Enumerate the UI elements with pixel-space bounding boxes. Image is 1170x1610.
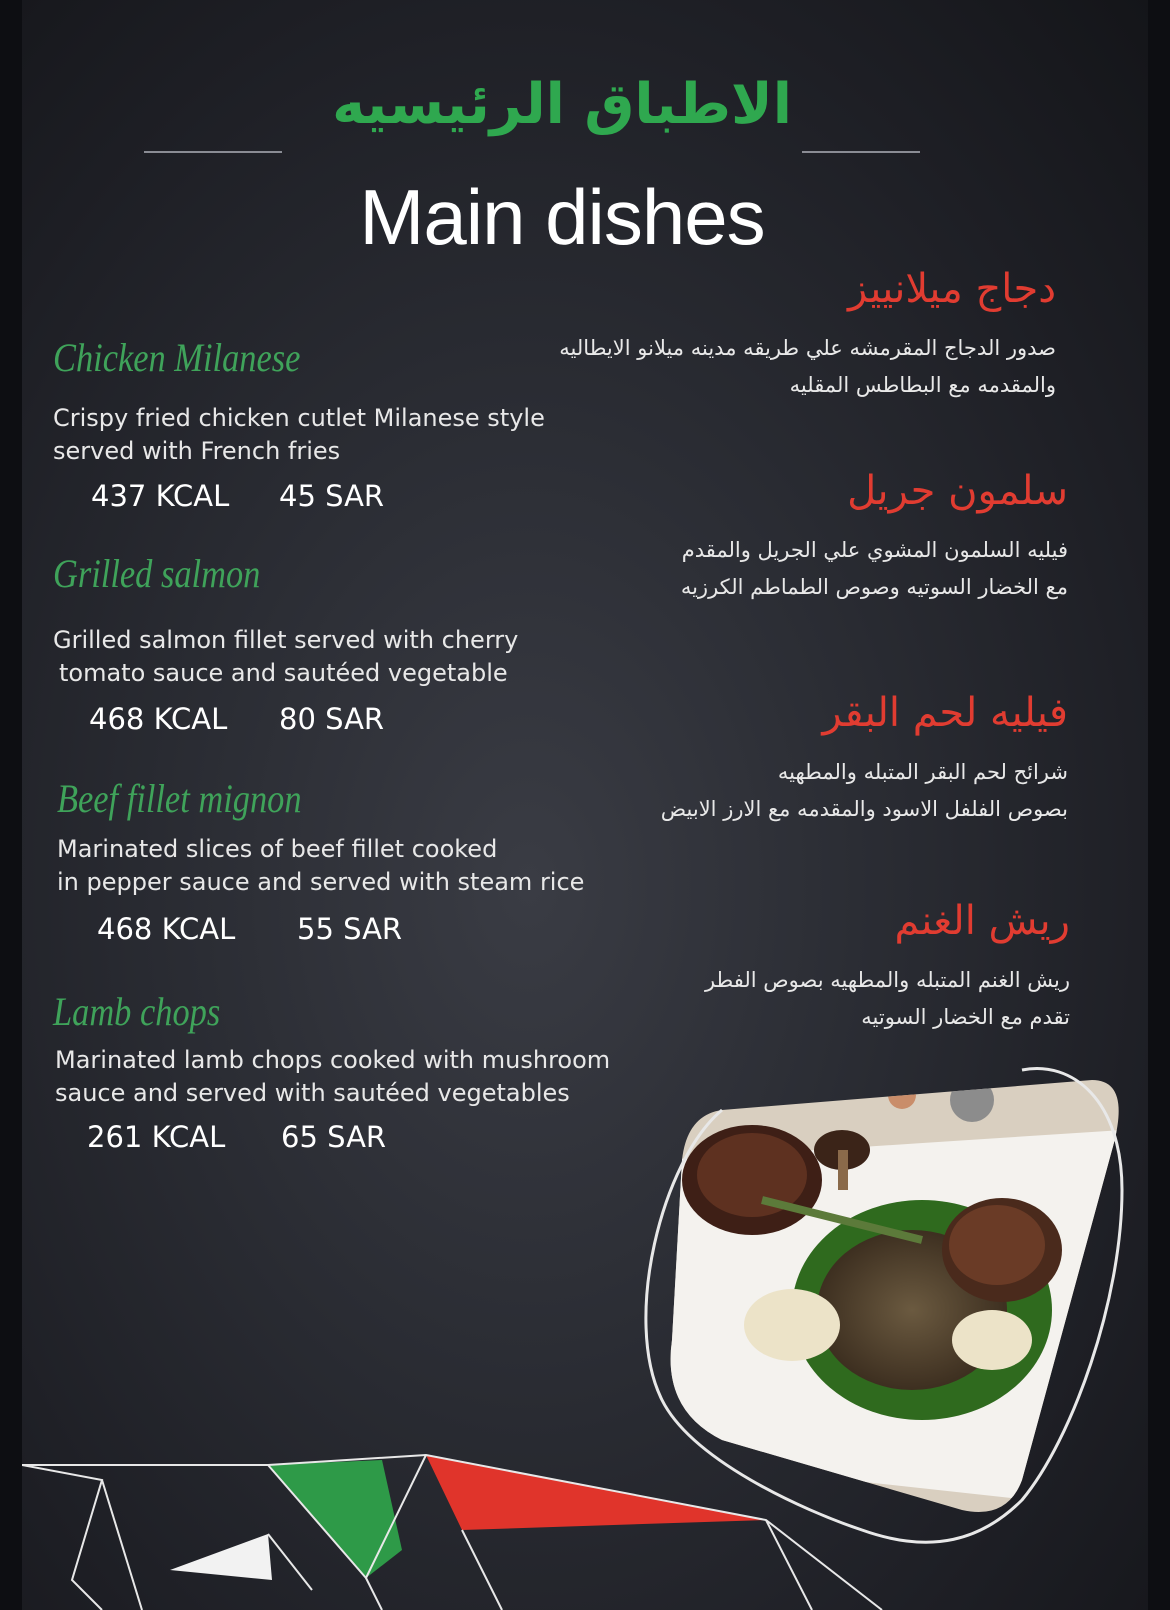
description-line: Marinated lamb chops cooked with mushroom	[55, 1046, 611, 1074]
title-rule-left	[144, 151, 282, 153]
title-arabic: الاطباق الرئيسيه	[332, 72, 792, 137]
title-rule-right	[802, 151, 920, 153]
description-line: ريش الغنم المتبله والمطهيه بصوص الفطر	[704, 968, 1070, 992]
description-line: sauce and served with sautéed vegetables	[55, 1079, 570, 1107]
flag-decoration	[22, 1430, 1148, 1610]
description-line: in pepper sauce and served with steam rice	[57, 868, 585, 896]
description-line: فيليه السلمون المشوي علي الجريل والمقدم	[681, 538, 1068, 562]
dish-description-ar	[559, 330, 1056, 404]
description-line: مع الخضار السوتيه وصوص الطماطم الكرزيه	[680, 575, 1068, 599]
dish-kcal: 261 KCAL	[87, 1120, 226, 1154]
dish-kcal: 468 KCAL	[97, 912, 236, 946]
description-line: Crispy fried chicken cutlet Milanese style	[53, 404, 545, 432]
description-line: والمقدمه مع البطاطس المقليه	[789, 373, 1056, 397]
dish-name-ar: فيليه لحم البقر	[822, 690, 1068, 736]
dish-description-en	[53, 402, 545, 468]
dish-description-en	[57, 833, 584, 899]
description-line: صدور الدجاج المقرمشه علي طريقه مدينه ميلانو الايطاليه	[559, 336, 1056, 360]
dish-description-ar	[661, 754, 1068, 828]
description-line: served with French fries	[53, 437, 341, 465]
description-line: تقدم مع الخضار السوتيه	[861, 1005, 1070, 1029]
dish-name-en: Chicken Milanese	[53, 335, 301, 380]
chalkboard-background	[22, 0, 1148, 1610]
dish-name-en: Lamb chops	[53, 989, 221, 1034]
dish-description-ar	[681, 532, 1068, 606]
description-line: شرائح لحم البقر المتبله والمطهيه	[777, 760, 1068, 784]
dish-price: 80 SAR	[279, 702, 385, 736]
dish-kcal: 437 KCAL	[91, 479, 230, 513]
dish-name-en: Grilled salmon	[53, 551, 261, 596]
dish-kcal: 468 KCAL	[89, 702, 228, 736]
description-line: Marinated slices of beef fillet cooked	[57, 835, 498, 863]
dish-price: 55 SAR	[297, 912, 403, 946]
dish-description-ar	[705, 962, 1070, 1036]
dish-name-ar: سلمون جريل	[847, 468, 1068, 514]
dish-name-en: Beef fillet mignon	[57, 776, 302, 821]
dish-description-en	[53, 624, 518, 690]
dish-name-ar: ريش الغنم	[894, 898, 1070, 944]
description-line: بصوص الفلفل الاسود والمقدمه مع الارز الابيض	[660, 797, 1068, 821]
dish-price: 65 SAR	[281, 1120, 387, 1154]
dish-name-ar: دجاج ميلانييز	[848, 266, 1056, 312]
dish-price: 45 SAR	[279, 479, 385, 513]
description-line: Grilled salmon fillet served with cherry	[53, 626, 519, 654]
description-line: tomato sauce and sautéed vegetable	[59, 659, 508, 687]
title-english: Main dishes	[359, 173, 765, 261]
dish-description-en	[55, 1044, 610, 1110]
